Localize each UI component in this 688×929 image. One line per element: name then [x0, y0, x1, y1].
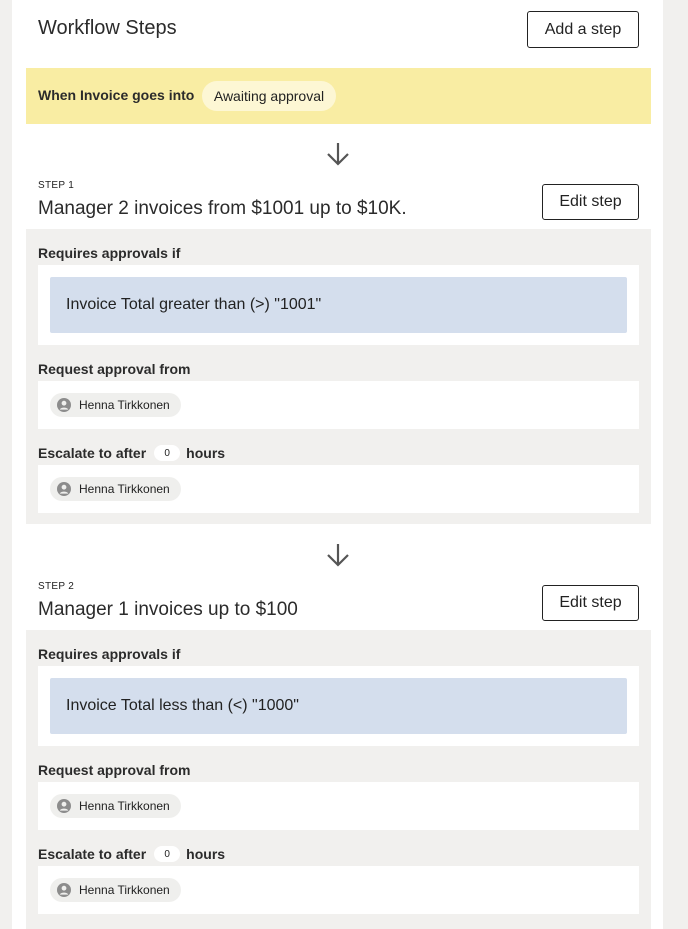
hours-text: hours [186, 846, 226, 862]
request-approval-label: Request approval from [38, 762, 191, 778]
approver-panel [38, 381, 639, 429]
escalate-name: Henna Tirkkonen [79, 482, 170, 496]
step-number: STEP 1 [38, 180, 75, 191]
workflow-page [12, 0, 663, 929]
edit-step-button[interactable]: Edit step [542, 184, 639, 220]
requires-approvals-label: Requires approvals if [38, 646, 181, 662]
escalate-hours-value[interactable]: 0 [154, 445, 180, 461]
user-avatar-icon [57, 398, 71, 412]
approver-chip[interactable] [50, 794, 181, 818]
escalate-chip[interactable] [50, 477, 181, 501]
approver-name: Henna Tirkkonen [79, 799, 170, 813]
escalate-chip[interactable] [50, 878, 181, 902]
condition-panel [38, 666, 639, 746]
status-badge[interactable]: Awaiting approval [202, 81, 336, 111]
escalate-text: Escalate to after [38, 846, 147, 862]
request-approval-label: Request approval from [38, 361, 191, 377]
add-step-button[interactable]: Add a step [527, 11, 639, 48]
escalate-panel [38, 866, 639, 914]
user-avatar-icon [57, 482, 71, 496]
requires-approvals-label: Requires approvals if [38, 245, 181, 261]
arrow-down-icon [324, 541, 352, 569]
escalate-text: Escalate to after [38, 445, 147, 461]
user-avatar-icon [57, 799, 71, 813]
page-title: Workflow Steps [38, 17, 177, 39]
step-1-body [26, 229, 651, 524]
approver-name: Henna Tirkkonen [79, 398, 170, 412]
condition-rule[interactable]: Invoice Total less than (<) "1000" [50, 678, 627, 734]
edit-step-button[interactable]: Edit step [542, 585, 639, 621]
step-title: Manager 2 invoices from $1001 up to $10K. [38, 198, 407, 219]
step-title: Manager 1 invoices up to $100 [38, 599, 298, 620]
step-2-body [26, 630, 651, 929]
page-header [12, 0, 663, 68]
approver-panel [38, 782, 639, 830]
escalate-label [38, 846, 225, 862]
step-number: STEP 2 [38, 581, 75, 592]
escalate-name: Henna Tirkkonen [79, 883, 170, 897]
condition-panel [38, 265, 639, 345]
condition-rule[interactable]: Invoice Total greater than (>) "1001" [50, 277, 627, 333]
escalate-hours-value[interactable]: 0 [154, 846, 180, 862]
hours-text: hours [186, 445, 226, 461]
approver-chip[interactable] [50, 393, 181, 417]
trigger-label: When Invoice goes into [38, 87, 195, 103]
trigger-banner [26, 68, 651, 124]
escalate-label [38, 445, 225, 461]
arrow-down-icon [324, 140, 352, 168]
user-avatar-icon [57, 883, 71, 897]
escalate-panel [38, 465, 639, 513]
